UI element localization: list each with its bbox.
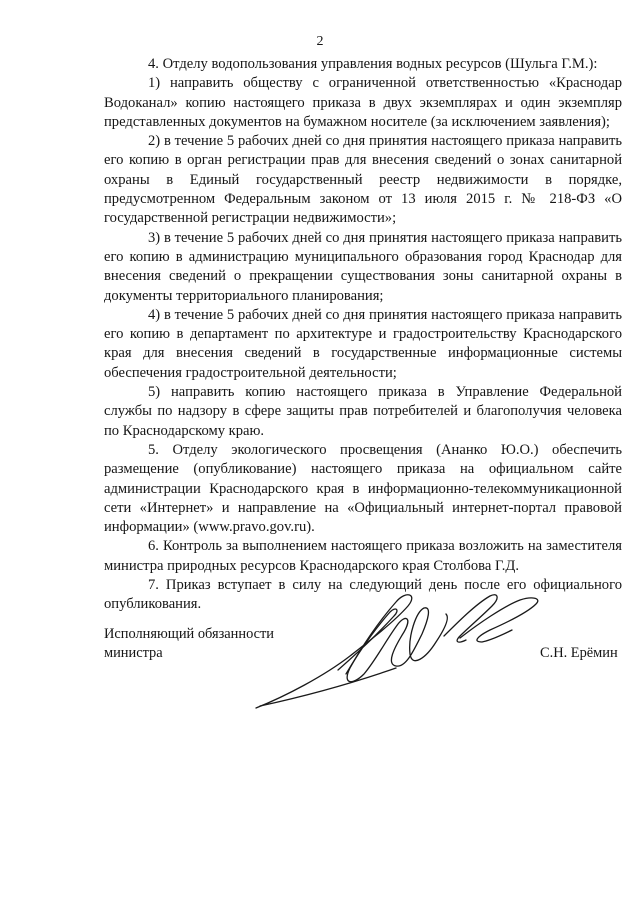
page-number: 2 <box>316 34 324 49</box>
document-body <box>104 55 622 615</box>
paragraph-subitem-4: 4) в течение 5 рабочих дней со дня принятия настоящего приказа направить его копию в департамент по архитектуре и градостроительству Краснодарского края для внесения сведений в государственные информационные системы обеспечения градостроительной деятельности; <box>104 306 622 381</box>
paragraph-subitem-5: 5) направить копию настоящего приказа в Управление Федеральной службы по надзору в сфере защиты прав потребителей и благополучия человека по Краснодарскому краю. <box>104 384 622 439</box>
paragraph-subitem-2: 2) в течение 5 рабочих дней со дня принятия настоящего приказа направить его копию в орган регистрации прав для внесения сведений о зонах санитарной охраны в Единый государственный реестр недвижимости в порядке, предусмотренном Федеральным законом от 13 июля 2015 г. № 218-ФЗ «О государственной регистрации недвижимости»; <box>104 133 622 227</box>
signature-inner-stroke <box>338 609 397 674</box>
paragraph-item-7: 7. Приказ вступает в силу на следующий день после его официального опубликования. <box>104 577 622 613</box>
paragraph-item-6: 6. Контроль за выполнением настоящего приказа возложить на заместителя министра природных ресурсов Краснодарского края Столбова Г.Д. <box>104 538 622 574</box>
handwritten-signature <box>246 584 548 714</box>
signatory-position-line2: министра <box>104 645 163 661</box>
paragraph-item-4: 4. Отделу водопользования управления водных ресурсов (Шульга Г.М.): <box>148 56 598 72</box>
paragraph-subitem-1: 1) направить обществу с ограниченной ответственностью «Краснодар Водоканал» копию настоящего приказа в двух экземплярах и один экземпляр представленных документов на бумажном носителе (за исключением заявления); <box>104 75 622 130</box>
signatory-name: С.Н. Ерёмин <box>540 645 618 661</box>
signature-tail-1 <box>444 595 497 642</box>
signature-base-stroke <box>260 668 396 706</box>
paragraph-item-5: 5. Отделу экологического просвещения (Ананко Ю.О.) обеспечить размещение (опубликование) настоящего приказа на официальном сайте администрации Краснодарского края в информационно-телекоммуникационной сети «Интернет» и направление на «Официальный интернет-портал правовой информации» (www.pravo.gov.ru). <box>104 441 622 536</box>
signature-tail-2 <box>460 598 538 642</box>
paragraph-subitem-3: 3) в течение 5 рабочих дней со дня принятия настоящего приказа направить его копию в администрацию муниципального образования город Краснодар для внесения сведений о прекращении существования зоны санитарной охраны в документы территориального планирования; <box>104 229 622 304</box>
signature-main-loop <box>256 595 447 708</box>
signatory-position-line1: Исполняющий обязанности <box>104 626 275 642</box>
